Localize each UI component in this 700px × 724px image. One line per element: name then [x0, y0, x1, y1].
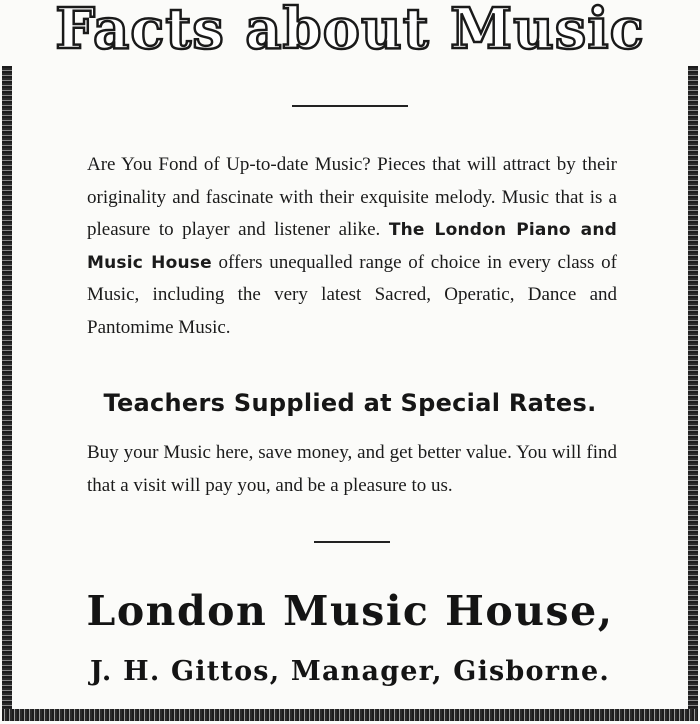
intro-paragraph — [87, 149, 617, 344]
intro-text: Are You Fond of Up-to-date Music? Pieces that will attract by their originality and fascinate with their exquisite melody. Music that is a pleasure to player and listener alike. — [87, 154, 617, 240]
top-divider-rule — [292, 105, 408, 107]
bottom-border-rule — [2, 709, 698, 721]
headline: Facts about Music — [55, 0, 645, 62]
middle-divider-rule — [314, 541, 390, 543]
intro-continuation: offers unequalled range of choice in every class of Music, including the very latest Sacred, Operatic, Dance and Pantomime Music. — [87, 251, 617, 338]
business-name: The London Piano and Music House — [87, 220, 617, 273]
subheading: Teachers Supplied at Special Rates. — [103, 389, 597, 417]
manager-line: J. H. Gittos, Manager, Gisborne. — [90, 656, 610, 687]
closing-paragraph: Buy your Music here, save money, and get better value. You will find that a visit will pay you, and be a pleasure to us. — [87, 442, 617, 496]
company-name: London Music House, — [86, 587, 614, 635]
